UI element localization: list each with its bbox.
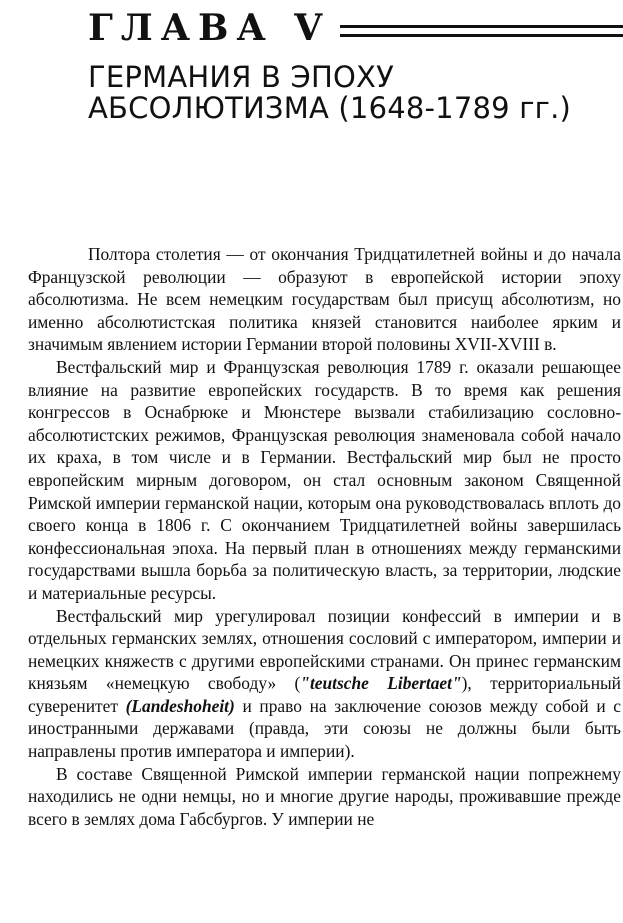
paragraph: Полтора столетия — от окончания Тридцатилетней войны и до начала Французской революции — образуют в европейской истории эпоху абсолютизма. Не всем немецким государствам был присущ абсолютизм, но именно абсолютистская политика князей становится наиболее ярким и значимым явлением истории Германии второй половины XVII-XVIII в.	[28, 244, 621, 355]
heading-rule	[340, 34, 623, 37]
italic-term: "teutsche Libertaet"	[300, 673, 462, 694]
chapter-title-line: ГЕРМАНИЯ В ЭПОХУ	[88, 60, 394, 94]
chapter-title	[88, 62, 623, 124]
chapter-heading	[88, 6, 623, 49]
italic-term: (Landeshoheit)	[125, 695, 235, 716]
paragraph-text: и право на заключение союзов между собой и с иностранными державами (правда, эти союзы не должны были быть направлены против императора и империи).	[28, 695, 622, 762]
paragraph-text: Вестфальский мир урегулировал позиции конфессий в империи и в отдельных германских землях, отношения сословий с императором, империи и немецких княжеств с другими европейскими странами. Он принес германским князьям «немецкую свободу» (	[28, 605, 621, 694]
paragraph-text: ), территориальный суверенитет	[28, 673, 621, 716]
paragraph: Вестфальский мир и Французская революция 1789 г. оказали решающее влияние на развитие европейских государств. В то время как решения конгрессов в Оснабрюке и Мюнстере вызвали стабилизацию сословно-абсолютистских режимов, Французская революция знаменовала собой начало их краха, в том числе и в Германии. Вестфальский мир был не просто европейским мирным договором, он стал основным законом Священной Римской империи германской нации, которым она руководствовалась вплоть до своего конца в 1806 г. С окончанием Тридцатилетней войны завершилась конфессиональная эпоха. На первый план в отношениях между германскими государствами вышла борьба за политическую власть, за территории, людские и материальные ресурсы.	[28, 356, 621, 603]
chapter-label: ГЛАВА V	[88, 7, 331, 49]
heading-rule	[340, 25, 623, 28]
paragraph	[28, 605, 621, 763]
body-text	[28, 243, 621, 830]
chapter-title-line: АБСОЛЮТИЗМА (1648-1789 гг.)	[88, 91, 572, 125]
paragraph: В составе Священной Римской империи германской нации попрежнему находились не одни немцы, но и многие другие народы, проживавшие прежде всего в землях дома Габсбургов. У империи не	[28, 763, 621, 829]
